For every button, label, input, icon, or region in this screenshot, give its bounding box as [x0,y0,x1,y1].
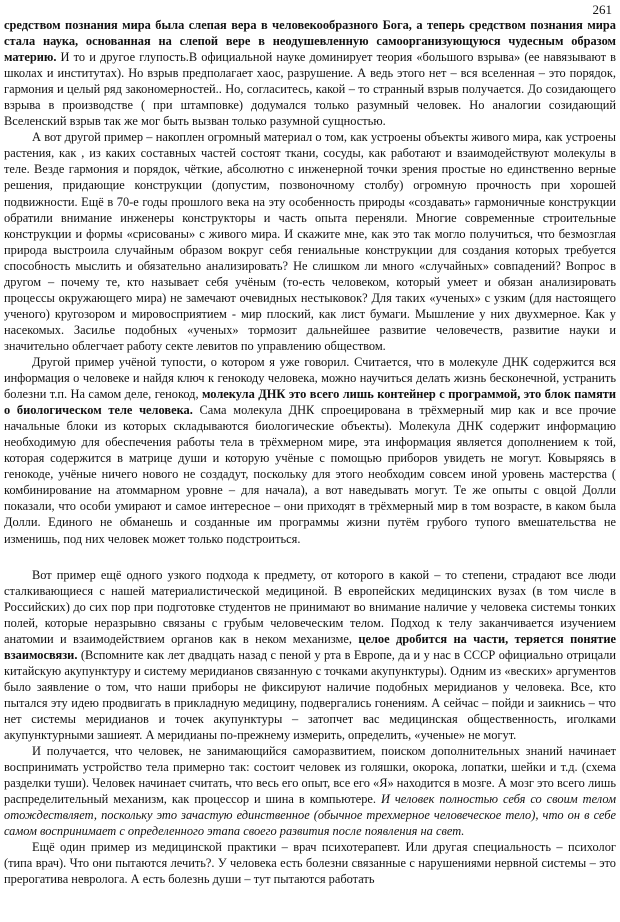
document-page [4,0,616,887]
text: Вот пример ещё одного узкого подхода к предмету, от которого в какой – то степени, страдают все люди сталкивающиеся с нашей материалистической медициной. В европейских медицинских вузах (в том числе в Российских) до сих пор при подготовке студентов не принимают во внимание наличие у человека системы тонких полей, которые неразрывно связаны с грубым человеческим телом. Подход к телу заканчивается изучением анатомии и взаимодействием органов как в неком механизме, [4,567,616,646]
bold-text: средством познания мира была слепая вера в человекообразного Бога, а теперь средством познания мира стала наука, основанная на слепой вере в неодушевленную самоорганизующуюся чудесным образом материю. [4,18,616,65]
bold-text: целое дробится на части, теряется понятие взаимосвязи. [4,631,616,662]
paragraph-6: Ещё один пример из медицинской практики – врач психотерапевт. Или другая специальность – психолог (типа врач). Что они пытаются лечить?. У человека есть болезни связанные с нарушениями нервной системы – это прерогатива невролога. А есть болезнь души – тут пытаются работать [4,840,616,887]
text: (Вспомните как лет двадцать назад с пеной у рта в Европе, да и у нас в СССР официально отрицали китайскую акупунктуру и систему меридианов связанную с точками акупунктуры). Одним из «веских» аргументов было заявление о том, что наши приборы не фиксируют наличие подобных меридианов у человека. Все, кто пытался эту идею продвигать в прикладную медицину, подвергались гонениям. А сейчас – пойди и заикнись – что нет системы меридианов и точек акупунктуры – затопчет вас медицинская общественность, иголками акупунктурными зашиеят. А меридианы по-прежнему измерить, определить, «ученые» не могут. [4,647,616,743]
paragraph-2: А вот другой пример – накоплен огромный материал о том, как устроены объекты живого мира, как устроены растения, как , из каких составных частей состоят ткани, сосуды, как работают и взаимодействуют молекулы в теле. Везде гармония и порядок, чёткие, абсолютно с инженерной точки зрения простые но единственно верные решения, придающие конструкции (допустим, позвоночному столбу) огромную прочность при хорошей подвижности. Ещё в 70-е годы прошлого века на эту особенность природы «создавать» гармоничные конструкции обратили внимание инженеры конструкторы и часть опыта переняли. Многие современные строительные конструкции и формы «срисованы» с живого мира. И скажите мне, как это так могло получиться, что безмозглая природа выстроила случайным образом вокруг себя гениальные конструкции для создания которых требуется способность мыслить и обязательно анализировать? Не слишком ли много «случайных» совпадений? Вопрос в другом – почему те, кто называет себя учёным (то-есть человеком, который умеет и обязан анализировать процессы окружающего мира) не замечают очевидных нестыковок? Для таких «ученых» с узким (для настоящего ученого) кругозором и мировосприятием - мир плоский, как лист бумаги. Мышление у них двухмерное. Как у насекомых. Засилье подобных «ученых» тормозит дальнейшее развитие человечеств, развитие науки и значительно облегчает работу секте левитов по управлению обществом. [4,130,616,353]
text: Сама молекула ДНК спроецирована в трёхмерный мир как и все прочие начальные блоки из которых складываются биологические объекты). Молекула ДНК содержит информацию необходимую для обеспечения работы тела в трёхмерном мире, эта информация является дополнением к той, которая содержится в матрице души и которую учёные с помощью приборов увидеть не могут. Ковыряясь в генокоде, учёные ничего нового не создадут, поскольку для этого необходим совсем иной уровень мастерства ( комбинирование на атоммарном уровне – для начала), а вот наведывать могут. Те же опыты с овцой Долли показали, что особи умирают и самое интересное – они приходят в трёхмерный мир в том возрасте, в каком была Долли. Единого не обманешь и созданные им программы жизни путём грубого тупого вмешательства не изменишь, под них человек может только подстроиться. [4,403,616,546]
italic-text: И человек полностью себя со своим телом отождествляет, поскольку это зачастую единственное (обычное трехмерное человеческое тело), что он в себе самом воспринимает с определенного этапа своего развития после появления на свет. [4,792,616,839]
text: И то и другое глупость.В официальной науке доминирует теория «большого взрыва» (ее навязывают в школах и институтах). Но взрыв предполагает хаос, разрушение. А ведь этого нет – вся вселенная – это порядок, гармония и целый ряд закономерностей.. Но, согласитесь, какой – то странный взрыв получается. До созидающего взрыва в производстве ( при штамповке) додумался только разумный человек. Но аналогии созидающий Вселенский взрыв так же мог быть вызван только разумной сущностью. [4,50,616,129]
page-number: 261 [592,2,612,17]
text: И получается, что человек, не занимающийся саморазвитием, поиском дополнительных знаний начинает воспринимать устройство тела примерно так: состоит человек из голяшки, окорока, лопатки, шейки и т.д. (схема разделки туши). Человек начинает считать, что весь его опыт, все его «Я» находится в мозге. А мозг это всего лишь распределительный механизм, как процессор и шина в компьютере. [4,744,616,807]
paragraph-5 [4,743,616,839]
paragraph-1 [4,0,616,129]
paragraph-4 [4,567,616,744]
bold-text: молекула ДНК это всего лишь контейнер с программой, это блок памяти о биологическом теле человека. [4,387,616,418]
paragraph-3 [4,354,616,547]
text: Другой пример учёной тупости, о котором я уже говорил. Считается, что в молекуле ДНК содержится вся информация о человеке и найдя ключ к генокоду человека, можно научиться делать жизнь бесконечной, устранить болезни т.п. На самом деле, генокод, [4,354,616,402]
